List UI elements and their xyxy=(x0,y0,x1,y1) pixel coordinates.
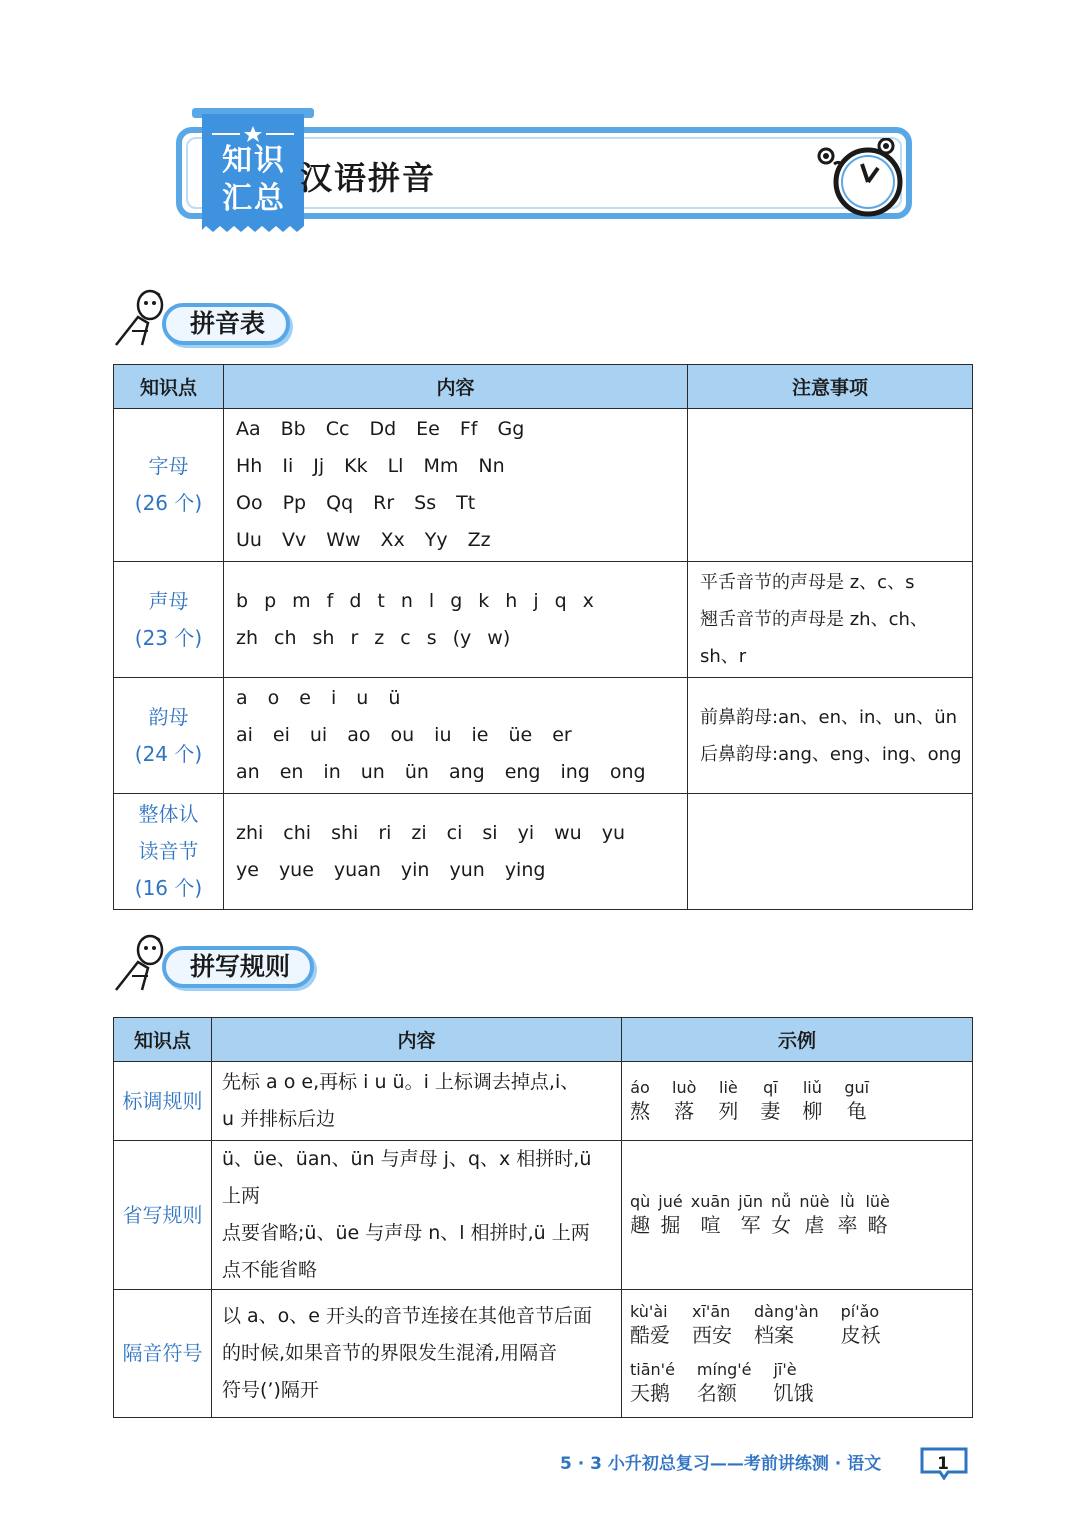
example-item: liǔ 柳 xyxy=(802,1078,823,1123)
example-item: áo 熬 xyxy=(630,1078,650,1123)
letter-line: Uu Vv Ww Xx Yy Zz xyxy=(236,529,491,551)
note-cell xyxy=(688,794,973,910)
note-cell: 平舌音节的声母是 z、c、s 翘舌音节的声母是 zh、ch、 sh、r xyxy=(688,562,973,678)
section-title-pinyin-table: 拼音表 xyxy=(190,309,266,338)
example-item: lüè 略 xyxy=(865,1192,890,1237)
initials-line: zh ch sh r z c s (y w) xyxy=(236,626,511,649)
letter-line: Oo Pp Qq Rr Ss Tt xyxy=(236,492,476,514)
example-item: qù 趣 xyxy=(630,1192,651,1237)
table-row xyxy=(114,794,973,910)
col-header-content: 内容 xyxy=(224,365,688,409)
topic-cell: 标调规则 xyxy=(114,1062,212,1141)
example-item: liè 列 xyxy=(718,1078,739,1123)
topic-cell: 韵母 (24 个) xyxy=(114,678,224,794)
example-cell xyxy=(622,1290,973,1418)
table-row xyxy=(114,1062,973,1141)
content-cell xyxy=(224,678,688,794)
col-header-content: 内容 xyxy=(212,1018,622,1062)
content-cell: ü、üe、üan、ün 与声母 j、q、x 相拼时,ü 上两 点要省略;ü、üe 与声母 n、l 相拼时,ü 上两 点不能省略 xyxy=(212,1141,622,1290)
example-item: xī'ān 西安 xyxy=(692,1301,732,1347)
note-cell: 前鼻韵母:an、en、in、un、ün 后鼻韵母:ang、eng、ing、ong xyxy=(688,678,973,794)
syllable-line: ye yue yuan yin yun ying xyxy=(236,858,546,881)
content-cell: 先标 a o e,再标 i u ü。i 上标调去掉点,i、 u 并排标后边 xyxy=(212,1062,622,1141)
col-header-topic: 知识点 xyxy=(114,1018,212,1062)
example-item: luò 落 xyxy=(672,1078,697,1123)
table-row xyxy=(114,678,973,794)
example-item: jī'è 饥饿 xyxy=(773,1359,814,1405)
example-cell xyxy=(622,1141,973,1290)
letter-line: Aa Bb Cc Dd Ee Ff Gg xyxy=(236,418,525,440)
example-cell xyxy=(622,1062,973,1141)
example-item: nǚ 女 xyxy=(771,1192,792,1237)
page-title: 汉语拼音 xyxy=(300,159,437,197)
table-row xyxy=(114,1290,973,1418)
example-item: nüè 虐 xyxy=(799,1192,830,1237)
topic-cell: 字母 (26 个) xyxy=(114,409,224,562)
example-item: dàng'àn 档案 xyxy=(754,1301,819,1347)
topic-cell: 声母 (23 个) xyxy=(114,562,224,678)
finals-line: ai ei ui ao ou iu ie üe er xyxy=(236,724,572,746)
pinyin-table xyxy=(113,364,973,910)
page-number: 1 xyxy=(937,1454,949,1474)
example-item: xuān 喧 xyxy=(690,1192,731,1237)
example-item: míng'é 名额 xyxy=(696,1359,752,1405)
topic-cell: 隔音符号 xyxy=(114,1290,212,1418)
content-cell xyxy=(224,794,688,910)
table-row xyxy=(114,1141,973,1290)
col-header-topic: 知识点 xyxy=(114,365,224,409)
finals-line: an en in un ün ang eng ing ong xyxy=(236,761,646,783)
note-cell xyxy=(688,409,973,562)
ribbon-label: 知识 汇总 xyxy=(222,143,286,216)
example-item: qī 妻 xyxy=(760,1078,781,1123)
letter-line: Hh Ii Jj Kk Ll Mm Nn xyxy=(236,455,505,477)
initials-line: b p m f d t n l g k h j q x xyxy=(236,589,594,612)
content-cell xyxy=(224,562,688,678)
spelling-rules-table xyxy=(113,1017,973,1418)
alarm-clock-icon xyxy=(812,138,912,218)
topic-cell: 省写规则 xyxy=(114,1141,212,1290)
content-cell: 以 a、o、e 开头的音节连接在其他音节后面 的时候,如果音节的界限发生混淆,用隔音 符号(’)隔开 xyxy=(212,1290,622,1418)
syllable-line: zhi chi shi ri zi ci si yi wu yu xyxy=(236,821,626,844)
col-header-notes: 注意事项 xyxy=(688,365,973,409)
example-item: guī 龟 xyxy=(844,1078,870,1123)
col-header-examples: 示例 xyxy=(622,1018,973,1062)
finals-line: a o e i u ü xyxy=(236,687,401,709)
section-title-spelling-rules: 拼写规则 xyxy=(190,952,291,981)
content-cell xyxy=(224,409,688,562)
example-item: pí'ǎo 皮袄 xyxy=(840,1301,881,1347)
example-item: jué 掘 xyxy=(658,1192,683,1237)
example-item: tiān'é 天鹅 xyxy=(630,1359,675,1405)
footer-book-title: 5 · 3 小升初总复习——考前讲练测 · 语文 xyxy=(560,1454,882,1474)
table-row xyxy=(114,562,973,678)
topic-cell: 整体认 读音节 (16 个) xyxy=(114,794,224,910)
example-item: lǜ 率 xyxy=(837,1192,858,1237)
example-item: kù'ài 酷爱 xyxy=(630,1301,670,1347)
example-item: jūn 军 xyxy=(738,1192,764,1237)
table-row xyxy=(114,409,973,562)
